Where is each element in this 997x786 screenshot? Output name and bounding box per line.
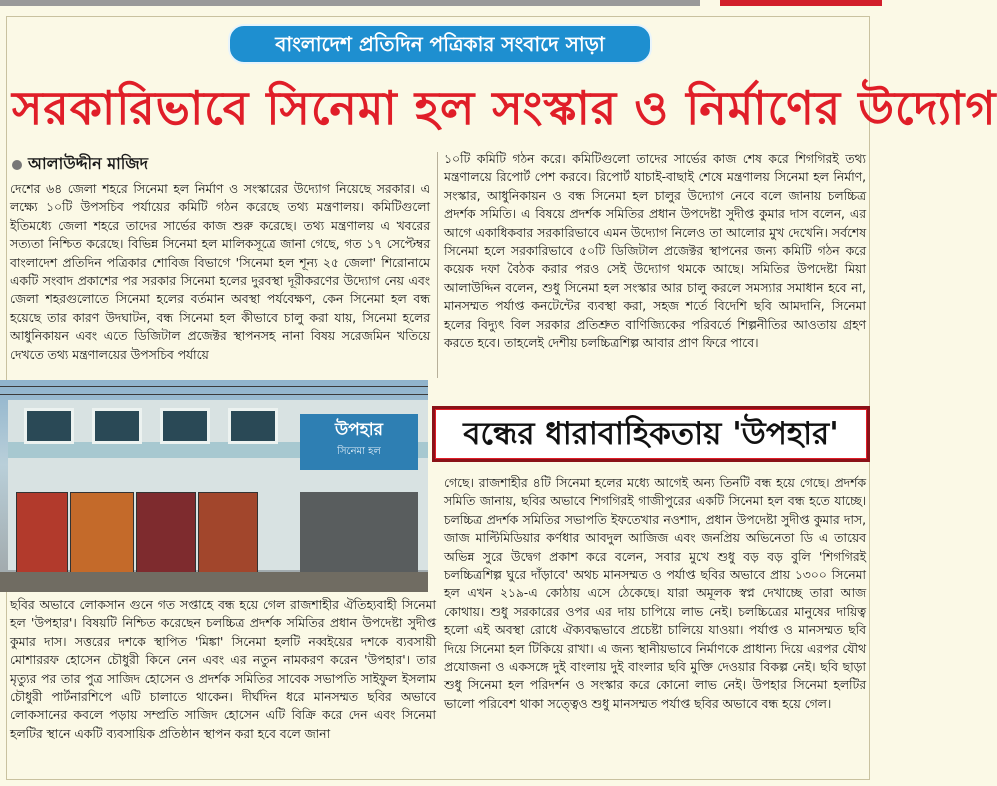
cinema-hall-photo xyxy=(0,380,428,592)
paragraph-left-bottom: ছবির অভাবে লোকসান গুনে গত সপ্তাহে বন্ধ হয়ে গেল রাজশাহীর ঐতিহ্যবাহী সিনেমা হল 'উপহার'। বিষয়টি নিশ্চিত করেছেন চলচ্চিত্র প্রদর্শক সমিতির প্রধান উপদেষ্টা সুদীপ্ত কুমার দাস। সত্তরের দশকে স্থাপিত 'মিঙ্কা' সিনেমা হলটি নব্বইয়ের দশকে ব্যবসায়ী মোশাররফ হোসেন চৌধুরী কিনে নেন এবং এর নতুন নামকরণ করেন 'উপহার'। তার মৃত্যুর পর তার পুত্র সাজিদ হোসেন ও প্রদর্শক সমিতির সাবেক সভাপতি সাইফুল ইসলাম চৌধুরী পার্টনারশিপে এটি চালাতে থাকেন। দীর্ঘদিন ধরে মানসম্মত ছবির অভাবে লোকসানের কবলে পড়ায় সম্প্রতি সাজিদ হোসেন এটি বিক্রি করে দেন এবং সিনেমা হলটির স্থানে একটি ব্যবসায়িক প্রতিষ্ঠান স্থাপন করা হবে বলে জানা xyxy=(10,598,436,741)
movie-poster xyxy=(198,492,258,574)
cinema-gate xyxy=(300,492,418,576)
top-rule-red xyxy=(720,0,882,6)
paragraph-right-top: ১০টি কমিটি গঠন করে। কমিটিগুলো তাদের সার্ভের কাজ শেষ করে শিগগিরই তথ্য মন্ত্রণালয়ে রিপোর্ট পেশ করবে। রিপোর্ট যাচাই-বাছাই শেষে মন্ত্রণালয় সিনেমা হল নির্মাণ, সংস্কার, আধুনিকায়ন ও বন্ধ সিনেমা হল চালুর উদ্যোগ নেবে বলে জানায় চলচ্চিত্র প্রদর্শক সমিতি। এ বিষয়ে প্রদর্শক সমিতির প্রধান উপদেষ্টা সুদীপ্ত কুমার দাস বলেন, এর আগে একাধিকবার সরকারিভাবে এমন উদ্যোগ নিলেও তা আলোর মুখ দেখেনি। সর্বশেষ সিনেমা হলে সরকারিভাবে ৫০টি ডিজিটাল প্রজেক্টর স্থাপনের জন্য কমিটি গঠন করে কয়েক দফা বৈঠক করার পরও সেই উদ্যোগ থমকে আছে। সমিতির উপদেষ্টা মিয়া আলাউদ্দিন বলেন, শুধু সিনেমা হল সংস্কার আর চালু করলে সমস্যার সমাধান হবে না, মানসম্মত পর্যাপ্ত কনটেন্টের ব্যবস্থা করা, সহজ শর্তে বিদেশি ছবি আমদানি, সিনেমা হলের বিদ্যুৎ বিল সরকার প্রতিশ্রুত বাণিজ্যিকের পরিবর্তে শিল্পনীতির আওতায় গ্রহণ করতে হবে। তাহলেই দেশীয় চলচ্চিত্রশিল্প আবার প্রাণ ফিরে পাবে। xyxy=(444,152,866,351)
author-name: আলাউদ্দীন মাজিদ xyxy=(28,154,149,173)
byline xyxy=(12,152,432,176)
cinema-sign-subtitle: সিনেমা হল xyxy=(337,446,381,457)
movie-poster xyxy=(70,492,134,574)
movie-poster xyxy=(136,492,196,574)
top-rule-grey xyxy=(0,0,700,6)
bullet-icon xyxy=(12,160,22,170)
movie-poster xyxy=(16,492,68,574)
cinema-sign-name: উপহার xyxy=(335,420,383,440)
column-divider xyxy=(437,152,438,378)
kicker-label: বাংলাদেশ প্রতিদিন পত্রিকার সংবাদে সাড়া xyxy=(228,24,652,64)
paragraph-right-bottom: গেছে। রাজশাহীর ৪টি সিনেমা হলের মধ্যে আগেই অন্য তিনটি বন্ধ হয়ে গেছে। প্রদর্শক সমিতি জানায়, ছবির অভাবে শিগগিরই গাজীপুরের একটি সিনেমা হল বন্ধ হতে যাচ্ছে। চলচ্চিত্র প্রদর্শক সমিতির সভাপতি ইফতেখার নওশাদ, প্রধান উপদেষ্টা সুদীপ্ত কুমার দাস, জাজ মাল্টিমিডিয়ার কর্ণধার আবদুল আজিজ এবং জনপ্রিয় অভিনেতা ডি এ তায়েব অভিন্ন সুরে উদ্বেগ প্রকাশ করে বলেন, সবার মুখে শুধু বড় বড় বুলি 'শিগগিরই চলচ্চিত্রশিল্প ঘুরে দাঁড়াবে' অথচ মানসম্মত ও পর্যাপ্ত ছবির অভাবে প্রায় ১৩০০ সিনেমা হল এখন ২১৯-এ কোঠায় এসে ঠেকেছে। যারা অমূলক স্বপ্ন দেখাচ্ছে তারা আজ কোথায়। শুধু সরকারের ওপর এর দায় চাপিয়ে লাভ নেই। চলচ্চিত্রের মানুষের দায়িত্ব হলো এই অবস্থা রোধে ঐক্যবদ্ধভাবে প্রচেষ্টা চালিয়ে যাওয়া। পর্যাপ্ত ও মানসম্মত ছবি দিয়ে সিনেমা হল টিকিয়ে রাখা। এ জন্য স্থানীয়ভাবে নির্মাণকে প্রাধান্য দিয়ে এরপর যৌথ প্রযোজনা ও একসঙ্গে দুই বাংলায় দুই বাংলার ছবি মুক্তি দেওয়ার বিকল্প নেই। ছবি ছাড়া শুধু সিনেমা হল পরিদর্শন ও সংস্কার করে কোনো লাভ নেই। উপহার সিনেমা হলটির ভালো পরিবেশ থাকা সত্ত্বেও শুধু মানসম্মত পর্যাপ্ত ছবির অভাবে বন্ধ হয়ে গেল। xyxy=(444,476,866,711)
paragraph-left-top: দেশের ৬৪ জেলা শহরে সিনেমা হল নির্মাণ ও সংস্কারের উদ্যোগ নিয়েছে সরকার। এ লক্ষ্যে ১০টি উপসচিব পর্যায়ের কমিটি গঠন করেছে তথ্য মন্ত্রণালয়। কমিটিগুলো ইতিমধ্যে জেলা শহরে তাদের সার্ভের কাজ শুরু করেছে। তথ্য মন্ত্রণালয় এ খবরের সত্যতা নিশ্চিত করেছে। বিভিন্ন সিনেমা হল মালিকসূত্রে জানা গেছে, গত ১৭ সেপ্টেম্বর বাংলাদেশ প্রতিদিন পত্রিকার শোবিজ বিভাগে 'সিনেমা হল শূন্য ২৫ জেলা' শিরোনামে একটি সংবাদ প্রকাশের পর সরকার সিনেমা হলের দুরবস্থা দূরীকরণের উদ্যোগ নেয় এবং জেলা শহরগুলোতে সিনেমা হলের বর্তমান অবস্থা পর্যবেক্ষণ, কেন সিনেমা হল বন্ধ হয়েছে তার কারণ উদঘাটন, বন্ধ সিনেমা হল কীভাবে চালু করা যায়, সিনেমা হলের আধুনিকায়ন এবং এতে ডিজিটাল প্রজেক্টর স্থাপনসহ নানা বিষয় সরেজমিন খতিয়ে দেখতে তথ্য মন্ত্রণালয়ের উপসচিব পর্যায়ে xyxy=(10,182,430,362)
headline: সরকারিভাবে সিনেমা হল সংস্কার ও নির্মাণের উদ্যোগ xyxy=(12,81,997,135)
subhead: বন্ধের ধারাবাহিকতায় 'উপহার' xyxy=(436,410,866,458)
